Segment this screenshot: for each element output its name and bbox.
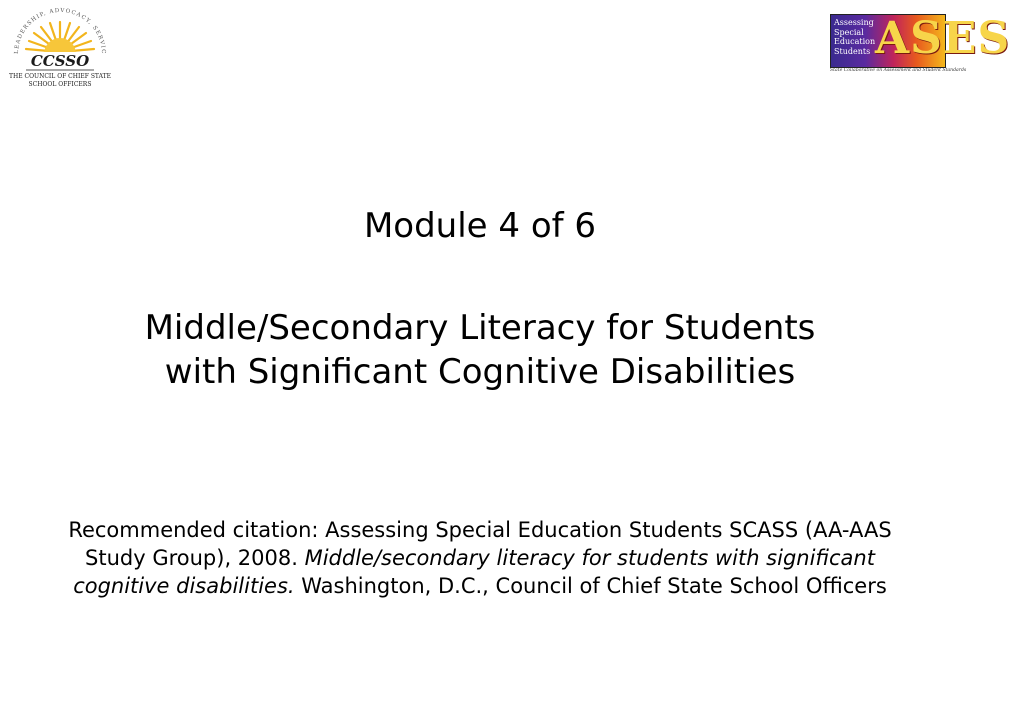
recommended-citation	[40, 516, 920, 600]
ases-word: Education	[834, 37, 876, 46]
ases-tagline: State Collaborative on Assessment and Student Standards	[830, 68, 967, 73]
ccsso-logo	[8, 6, 112, 92]
module-number: Module 4 of 6	[363, 206, 597, 246]
citation-suffix: Washington, D.C., Council of Chief State School Officers	[294, 574, 887, 598]
citation-title: Middle/secondary literacy for students with significant cognitive disabilities.	[73, 546, 875, 598]
ases-word: Special	[834, 27, 864, 37]
ccsso-wordmark: CCSSO	[30, 52, 90, 70]
slide-title	[0, 306, 960, 394]
ases-word: Students	[834, 46, 871, 56]
ases-word: Assessing	[834, 18, 874, 27]
ases-logo-box	[830, 13, 1010, 68]
ases-letters: ASES	[875, 13, 1010, 64]
ccsso-line1: THE COUNCIL OF CHIEF STATE	[9, 73, 111, 80]
citation-prefix: Recommended citation: Assessing Special Education Students SCASS (AA-AAS Study Group), 2008.	[68, 518, 892, 570]
ases-logo	[830, 13, 1010, 80]
ases-words	[834, 18, 875, 56]
ccsso-line2: SCHOOL OFFICERS	[28, 81, 92, 88]
slide-title-line2: with Significant Cognitive Disabilities	[164, 352, 796, 392]
sunburst-icon	[8, 6, 112, 92]
slide-title-line1: Middle/Secondary Literacy for Students	[144, 308, 816, 348]
ccsso-arc-text: LEADERSHIP, ADVOCACY, SERVIC	[13, 7, 107, 55]
